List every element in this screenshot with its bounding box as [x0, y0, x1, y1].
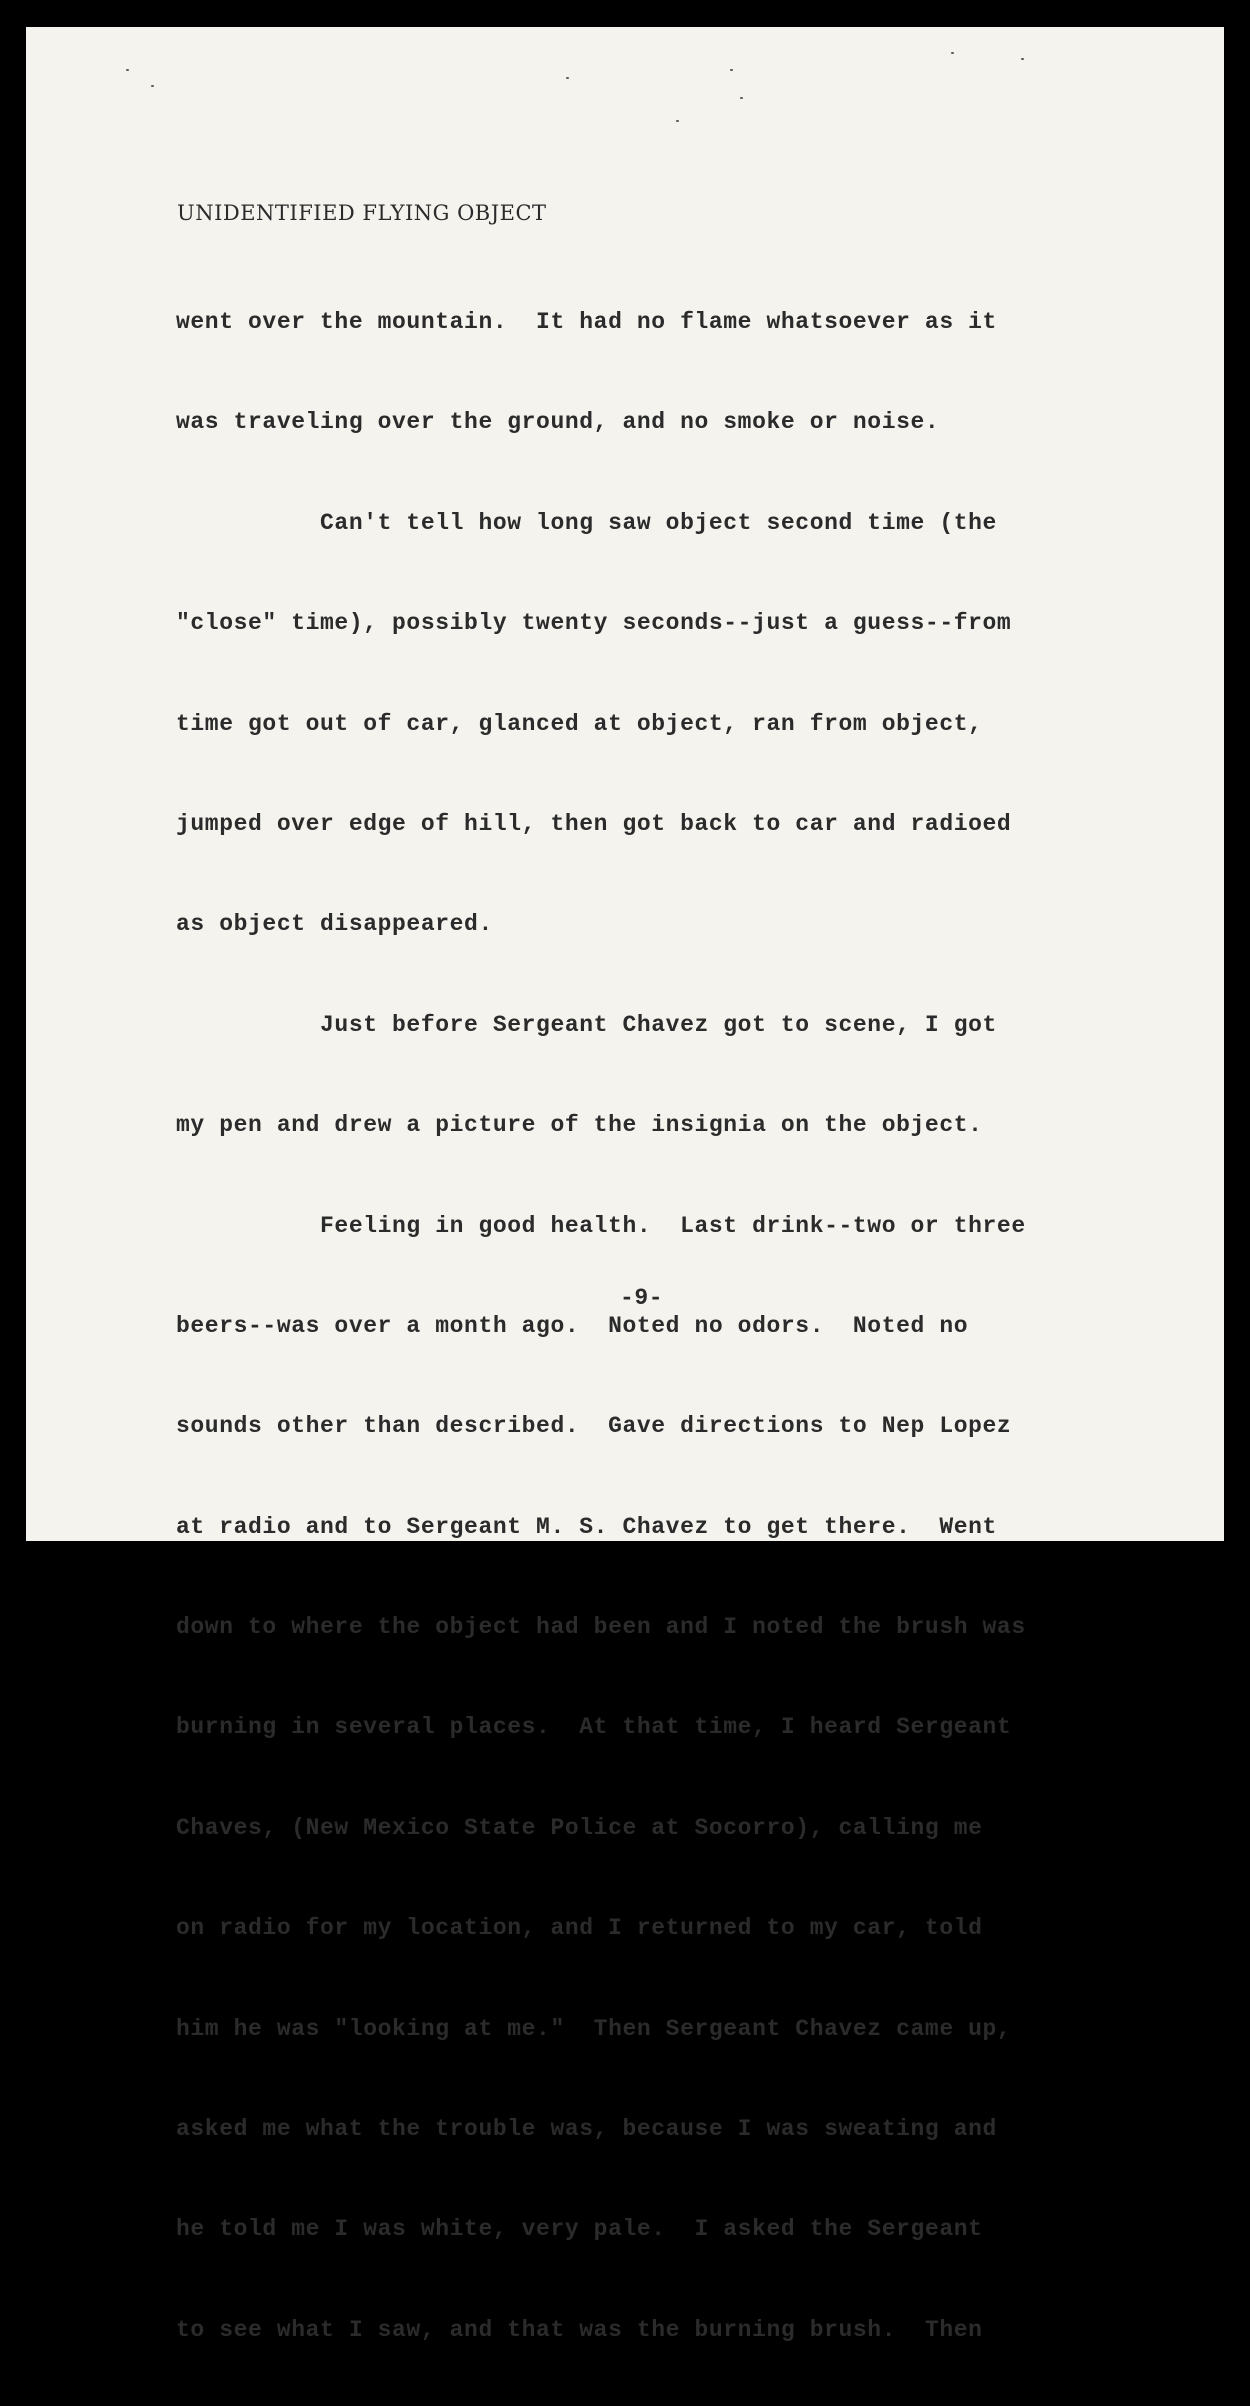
text-line: my pen and drew a picture of the insignia on the object. — [176, 1112, 983, 1139]
text-line: jumped over edge of hill, then got back to car and radioed — [176, 810, 1012, 837]
text-line: as object disappeared. — [176, 911, 493, 938]
dust-speck — [126, 69, 129, 71]
text-line: at radio and to Sergeant M. S. Chavez to get there. Went — [176, 1513, 997, 1540]
dust-speck — [151, 85, 154, 87]
text-line: burning in several places. At that time, I heard Sergeant — [176, 1714, 1012, 1741]
paper-sheet — [26, 27, 1224, 2343]
document-heading: UNIDENTIFIED FLYING OBJECT — [177, 201, 547, 225]
text-line: Chaves, (New Mexico State Police at Socorro), calling me — [176, 1814, 983, 1841]
page-number: -9- — [620, 1285, 664, 1311]
text-line: to see what I saw, and that was the burning brush. Then — [176, 2316, 983, 2343]
dust-speck — [566, 77, 569, 79]
text-line: sounds other than described. Gave directions to Nep Lopez — [176, 1413, 1012, 1440]
text-line: was traveling over the ground, and no smoke or noise. — [176, 409, 940, 436]
text-line: Feeling in good health. Last drink--two or three — [176, 1212, 1026, 1239]
dust-speck — [1021, 58, 1024, 60]
text-line: "close" time), possibly twenty seconds--just a guess--from — [176, 610, 1012, 637]
text-line: on radio for my location, and I returned to my car, told — [176, 1915, 983, 1942]
text-line: Can't tell how long saw object second time (the — [176, 509, 997, 536]
text-line: asked me what the trouble was, because I was sweating and — [176, 2116, 997, 2143]
text-line: time got out of car, glanced at object, ran from object, — [176, 710, 983, 737]
dust-speck — [951, 52, 954, 54]
text-line: he told me I was white, very pale. I asked the Sergeant — [176, 2216, 983, 2243]
dust-speck — [730, 69, 733, 71]
text-line: down to where the object had been and I noted the brush was — [176, 1614, 1026, 1641]
text-line: went over the mountain. It had no flame whatsoever as it — [176, 309, 997, 335]
dust-speck — [676, 120, 679, 122]
dust-speck — [740, 97, 743, 99]
text-line: him he was "looking at me." Then Sergeant Chavez came up, — [176, 2015, 1012, 2042]
text-line: Just before Sergeant Chavez got to scene, I got — [176, 1011, 997, 1038]
text-line: beers--was over a month ago. Noted no odors. Noted no — [176, 1312, 969, 1339]
body-text — [176, 246, 1026, 2406]
